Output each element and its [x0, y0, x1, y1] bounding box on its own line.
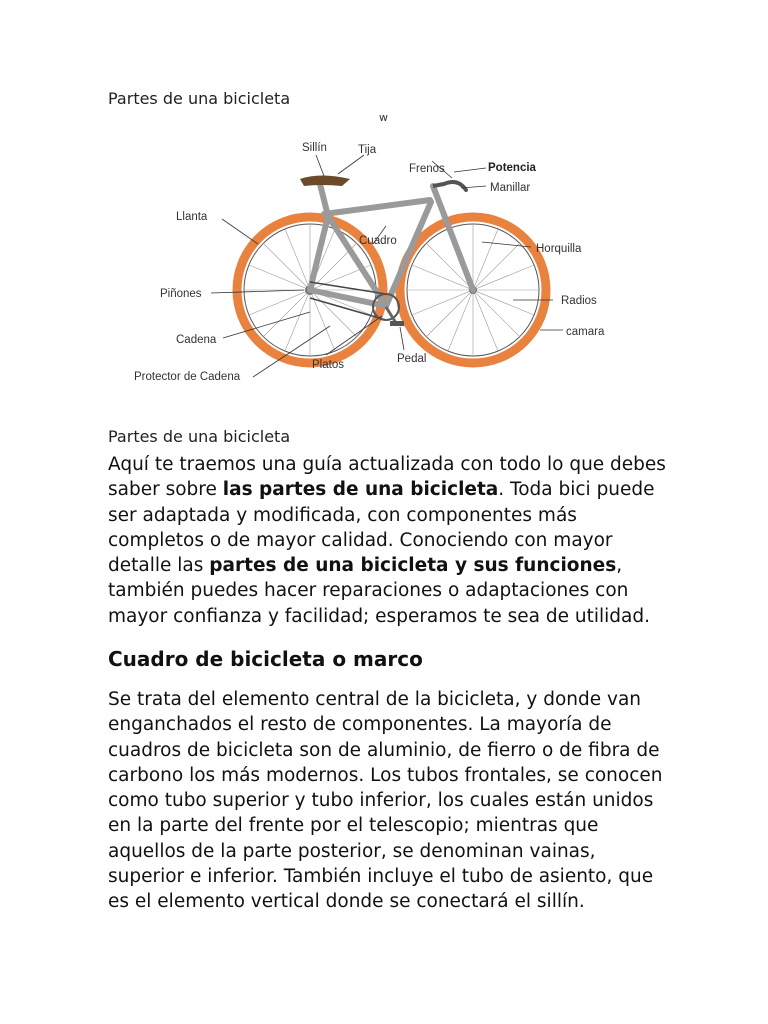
pedal-shape — [390, 321, 404, 326]
label-llanta: Llanta — [176, 211, 208, 223]
label-cuadro: Cuadro — [359, 235, 397, 247]
label-camara: camara — [566, 326, 605, 338]
intro-text-3: , también puedes hacer reparaciones o adaptaciones con mayor confianza y facilidad; esperamos te sea de utilidad. — [108, 555, 650, 627]
bicycle-diagram — [128, 128, 628, 390]
saddle-shape — [300, 176, 350, 187]
intro-paragraph — [108, 452, 668, 629]
label-cadena: Cadena — [176, 334, 217, 346]
label-pinones: Piñones — [160, 288, 202, 300]
section-paragraph: Se trata del elemento central de la bicicleta, y donde van enganchados el resto de componentes. La mayoría de cuadros de bicicleta son de aluminio, de fierro o de fibra de carbono los más modernos. Los tubos frontales, se conocen como tubo superior y tubo inferior, los cuales están unidos en la parte del frente por el telescopio; mientras que aquellos de la parte posterior, se denominan vainas, superior e inferior. También incluye el tubo de asiento, que es el elemento vertical donde se conectará el sillín. — [108, 689, 663, 913]
label-radios: Radios — [561, 295, 597, 307]
intro-bold-2: partes de una bicicleta y sus funciones — [209, 555, 617, 577]
label-manillar: Manillar — [490, 182, 531, 194]
section-heading: Cuadro de bicicleta o marco — [108, 647, 423, 671]
intro-text-1: Aquí te traemos una guía actualizada con todo lo que debes saber sobre — [108, 454, 666, 501]
label-protector: Protector de Cadena — [134, 371, 241, 383]
label-potencia: Potencia — [488, 162, 536, 174]
handlebar — [444, 182, 466, 190]
label-sillin: Sillín — [302, 142, 327, 154]
label-pedal: Pedal — [397, 353, 427, 365]
bicycle-illustration — [128, 128, 628, 390]
label-tija: Tija — [358, 144, 377, 156]
label-frenos: Frenos — [409, 163, 445, 175]
stray-mark: w — [379, 111, 388, 124]
intro-text-2: . Toda bici puede ser adaptada y modificada, con componentes más completos o de mayor calidad. Conociendo con mayor detalle las — [108, 479, 655, 577]
document-title: Partes de una bicicleta — [108, 89, 291, 108]
label-platos: Platos — [312, 359, 344, 371]
label-horquilla: Horquilla — [536, 243, 582, 255]
intro-bold-1: las partes de una bicicleta — [222, 479, 499, 501]
figure-caption: Partes de una bicicleta — [108, 427, 291, 446]
